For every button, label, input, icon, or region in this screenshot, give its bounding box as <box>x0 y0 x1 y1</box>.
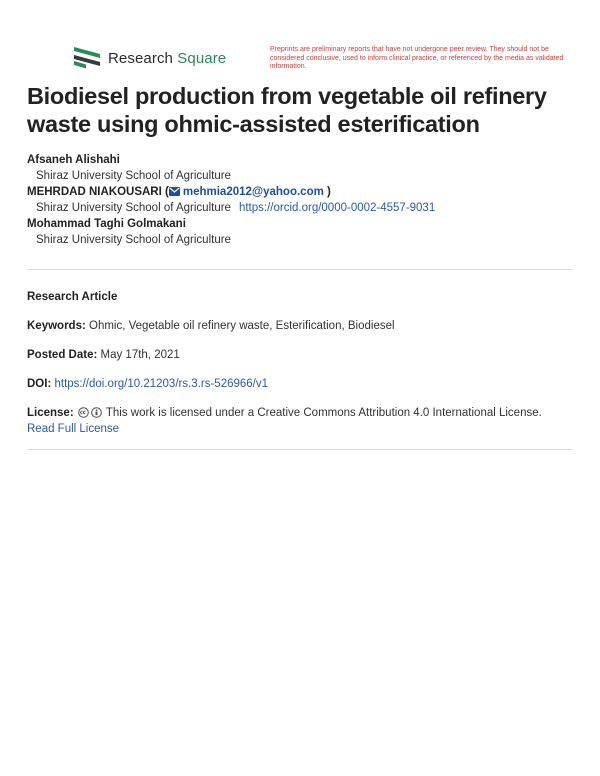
license-text: This work is licensed under a Creative Commons Attribution 4.0 International License. <box>105 407 542 419</box>
author-email-link[interactable]: mehmia2012@yahoo.com <box>169 186 324 198</box>
author-affiliation: Shiraz University School of Agriculture <box>36 234 231 246</box>
posted-date <box>27 347 575 363</box>
author-affiliation: Shiraz University School of Agriculture https://orcid.org/0000-0002-4557-9031 <box>36 202 436 214</box>
cc-icon <box>78 407 89 418</box>
envelope-icon <box>169 187 180 196</box>
doi-link[interactable]: https://doi.org/10.21203/rs.3.rs-526966/v1 <box>54 378 269 390</box>
posted-date-label: Posted Date: <box>27 349 98 361</box>
article-type: Research Article <box>27 291 118 303</box>
research-square-logo[interactable] <box>74 47 226 69</box>
author-affiliation: Shiraz University School of Agriculture <box>36 170 231 182</box>
divider <box>27 449 573 450</box>
author-name: MEHRDAD NIAKOUSARI <box>27 186 162 198</box>
keywords <box>27 318 575 334</box>
preprint-notice: Preprints are preliminary reports that have not undergone peer review. They should not be considered conclusive, used to inform clinical practice, or referenced by the media as validated information. <box>270 46 564 70</box>
license-label: License: <box>27 407 74 419</box>
author-name: Mohammad Taghi Golmakani <box>27 218 186 230</box>
doi-label: DOI: <box>27 378 52 390</box>
by-icon <box>91 407 102 418</box>
paper-title: Biodiesel production from vegetable oil refinery waste using ohmic-assisted esterification <box>27 83 547 137</box>
brand-name: Research Square <box>108 49 227 67</box>
corresponding-author: MEHRDAD NIAKOUSARI ( mehmia2012@yahoo.com ) <box>27 186 331 198</box>
author-list <box>27 152 575 248</box>
author-name: Afsaneh Alishahi <box>27 154 120 166</box>
divider <box>27 269 573 270</box>
license <box>27 405 575 437</box>
doi <box>27 376 575 392</box>
keywords-value: Ohmic, Vegetable oil refinery waste, Esterification, Biodiesel <box>89 320 395 332</box>
research-square-logo-icon <box>74 47 100 69</box>
posted-date-value: May 17th, 2021 <box>100 349 180 361</box>
orcid-link[interactable]: https://orcid.org/0000-0002-4557-9031 <box>238 202 436 214</box>
keywords-label: Keywords: <box>27 320 86 332</box>
read-full-license-link[interactable]: Read Full License <box>27 423 120 435</box>
